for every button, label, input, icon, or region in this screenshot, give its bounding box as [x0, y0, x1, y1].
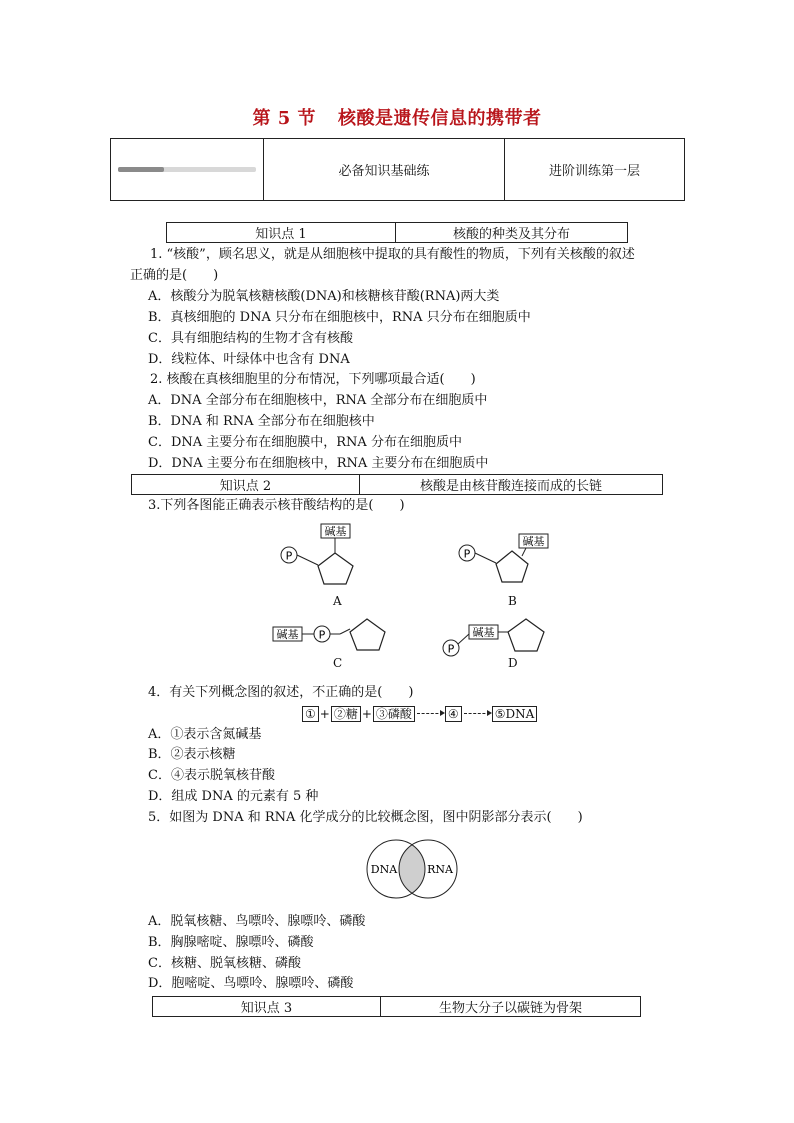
- progress-fill: [118, 167, 164, 172]
- base-label: 碱基: [324, 525, 347, 538]
- q4-option-a: A．①表示含氮碱基: [148, 727, 262, 742]
- figure-label-a: A: [333, 594, 342, 608]
- q1-option-b: B．真核细胞的 DNA 只分布在细胞核中，RNA 只分布在细胞质中: [148, 310, 531, 325]
- q2-option-b: B．DNA 和 RNA 全部分布在细胞核中: [148, 414, 375, 429]
- q4-option-c: C．④表示脱氧核苷酸: [148, 768, 275, 783]
- q5-option-b: B．胸腺嘧啶、腺嘌呤、磷酸: [148, 935, 314, 950]
- section-name: 核酸是遗传信息的携带者: [338, 108, 542, 129]
- concept-node-1: ①: [302, 706, 319, 722]
- concept-map: [302, 706, 537, 722]
- plus-sign: +: [319, 707, 330, 721]
- q2-option-d: D．DNA 主要分布在细胞核中，RNA 主要分布在细胞质中: [148, 456, 489, 471]
- q3-stem: 3.下列各图能正确表示核苷酸结构的是( ): [148, 498, 405, 513]
- phosphate-label: P: [447, 642, 455, 656]
- q5-stem: 5．如图为 DNA 和 RNA 化学成分的比较概念图，图中阴影部分表示( ): [148, 810, 583, 825]
- nucleotide-figure-a: [278, 522, 368, 592]
- kp-label: 知识点 1: [167, 223, 396, 242]
- nucleotide-figure-d: [440, 616, 550, 660]
- header-basic-practice: 必备知识基础练: [264, 139, 505, 200]
- q2-option-c: C．DNA 主要分布在细胞膜中，RNA 分布在细胞质中: [148, 435, 462, 450]
- q1-option-c: C．具有细胞结构的生物才含有核酸: [148, 331, 353, 346]
- q4-option-d: D．组成 DNA 的元素有 5 种: [148, 789, 319, 804]
- kp-topic: 生物大分子以碳链为骨架: [438, 1001, 582, 1016]
- base-label: 碱基: [472, 626, 495, 639]
- q2-option-a: A．DNA 全部分布在细胞核中，RNA 全部分布在细胞质中: [148, 393, 488, 408]
- knowledge-point-1: [166, 222, 628, 243]
- concept-node-4: ④: [445, 706, 462, 722]
- kp-label: 知识点 2: [132, 475, 360, 494]
- figure-label-d: D: [508, 656, 518, 670]
- kp-topic: 核酸的种类及其分布: [452, 227, 570, 242]
- base-label: 碱基: [522, 535, 545, 548]
- header-table: [110, 138, 685, 201]
- q4-option-b: B．②表示核糖: [148, 747, 236, 762]
- figure-label-c: C: [333, 656, 343, 670]
- phosphate-label: P: [463, 547, 471, 561]
- knowledge-point-2: [131, 474, 663, 495]
- q5-option-a: A．脱氧核糖、鸟嘌呤、腺嘌呤、磷酸: [148, 914, 366, 929]
- q1-stem-1: 1. “核酸”，顾名思义，就是从细胞核中提取的具有酸性的物质，下列有关核酸的叙述: [150, 247, 635, 262]
- base-label: 碱基: [276, 628, 299, 641]
- q1-option-a: A．核酸分为脱氧核糖核酸(DNA)和核糖核苷酸(RNA)两大类: [148, 289, 500, 304]
- nucleotide-figure-b: [456, 532, 551, 588]
- arrow-icon: [417, 713, 443, 715]
- venn-dna-label: DNA: [370, 863, 398, 876]
- concept-node-5: ⑤DNA: [492, 706, 538, 722]
- progress-cell: [111, 139, 264, 200]
- nucleotide-figure-c: [272, 616, 392, 656]
- page-title: [0, 104, 794, 130]
- header-advanced-practice: 进阶训练第一层: [548, 164, 640, 179]
- kp-topic: 核酸是由核苷酸连接而成的长链: [419, 479, 602, 494]
- q4-stem: 4．有关下列概念图的叙述，不正确的是( ): [148, 685, 414, 700]
- arrow-icon: [464, 713, 490, 715]
- concept-node-2: ②糖: [331, 706, 361, 722]
- venn-diagram: [362, 838, 462, 900]
- q1-stem-2: 正确的是( ): [130, 268, 219, 283]
- q5-option-d: D．胞嘧啶、鸟嘌呤、腺嘌呤、磷酸: [148, 976, 354, 991]
- concept-node-3: ③磷酸: [373, 706, 415, 722]
- q5-option-c: C．核糖、脱氧核糖、磷酸: [148, 956, 301, 971]
- phosphate-label: P: [318, 628, 326, 642]
- venn-rna-label: RNA: [427, 863, 453, 876]
- phosphate-label: P: [285, 549, 293, 563]
- q2-stem: 2. 核酸在真核细胞里的分布情况，下列哪项最合适( ): [150, 372, 476, 387]
- q1-option-d: D．线粒体、叶绿体中也含有 DNA: [148, 352, 350, 367]
- knowledge-point-3: [152, 996, 641, 1017]
- figure-label-b: B: [508, 594, 517, 608]
- kp-label: 知识点 3: [153, 997, 381, 1016]
- plus-sign: +: [361, 707, 372, 721]
- progress-bar: [118, 167, 256, 172]
- section-number: 第 5 节: [252, 108, 317, 129]
